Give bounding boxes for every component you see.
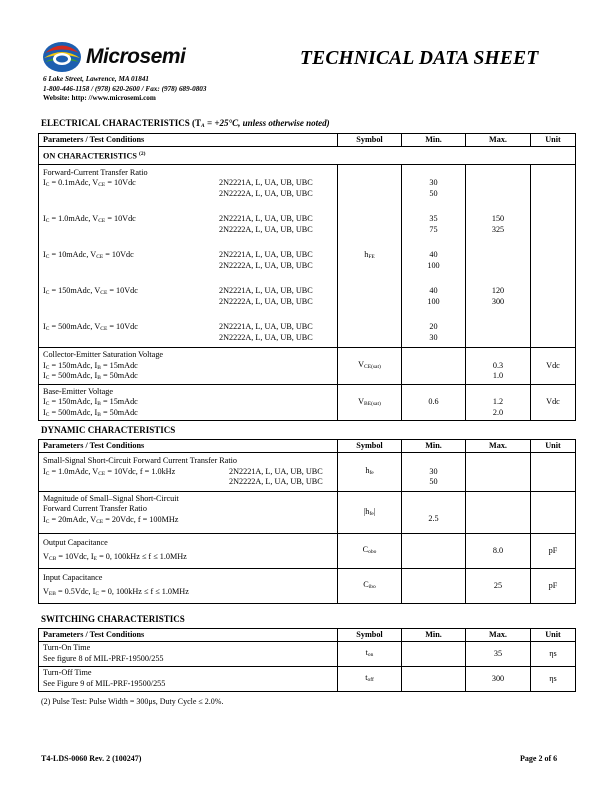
hfe-ss-cond: $I_C$ = 1.0mAdc, $V_{CE} = 10Vdc$, f = 1.0kHz 2N2221A, L, UA, UB, UBC: [43, 466, 323, 477]
footnote-ref: (2): [139, 151, 146, 157]
hfe-cond-2: $I_C$ = 1.0mAdc, $V_{CE} = 10Vdc$ 2N2221A, L, UA, UB, UBC: [43, 214, 313, 225]
hfe-ss-title: Small-Signal Short-Circuit Forward Current Transfer Ratio: [43, 456, 237, 465]
hfe-ss-device-b: 2N2222A, L, UA, UB, UBC: [229, 477, 323, 486]
document-title: TECHNICAL DATA SHEET: [300, 48, 539, 69]
hfe-cond-1: $I_C$ = 0.1mAdc, $V_{CE} = 10Vdc$ 2N2221A, L, UA, UB, UBC: [43, 178, 313, 189]
col-header-min: Min.: [402, 440, 466, 453]
electrical-characteristics-table: [38, 133, 576, 421]
vce-cond-1: $I_C$ = 150mAdc, $I_B$ = 15mAdc: [43, 360, 138, 371]
col-header-max: Max.: [466, 440, 531, 453]
vbe-title: Base-Emitter Voltage: [43, 386, 113, 396]
col-header-unit: Unit: [531, 134, 576, 147]
mag-min: 2.5: [402, 491, 466, 534]
mag-title-1: Magnitude of Small–Signal Short-Circuit: [43, 493, 179, 503]
table-row-turn-off: [39, 667, 576, 692]
table-header-row: [39, 440, 576, 453]
ton-symbol: $t_{on}$: [338, 642, 402, 667]
hfe-device-b: 2N2222A, L, UA, UB, UBC: [219, 224, 313, 234]
hfe-device-b: 2N2222A, L, UA, UB, UBC: [219, 260, 313, 270]
vbe-min: 0.6: [402, 384, 466, 421]
mag-symbol: $|h_{fe}|$: [338, 491, 402, 534]
phone-line: 1-800-446-1158 / (978) 620-2600 / Fax: (978) 689-0803: [43, 84, 207, 93]
col-header-min: Min.: [402, 134, 466, 147]
mag-cond: $I_C$ = 20mAdc, $V_{CE} = 20Vdc$, f = 100MHz: [43, 514, 179, 525]
cibo-symbol: $C_{ibo}$: [338, 569, 402, 604]
address-line: 6 Lake Street, Lawrence, MA 01841: [43, 75, 150, 83]
vce-symbol: $V_{CE(sat)}$: [338, 348, 402, 385]
cobo-max: 8.0: [466, 534, 531, 569]
switching-characteristics-title: SWITCHING CHARACTERISTICS: [41, 614, 185, 624]
cobo-unit: pF: [531, 534, 576, 569]
cibo-cond: $V_{EB} = 0.5Vdc$, $I_C = 0$, 100kHz ≤ f ≤ 1.0MHz: [43, 586, 189, 597]
pulse-test-footnote: (2) Pulse Test: Pulse Width = 300μs, Duty Cycle ≤ 2.0%.: [41, 697, 224, 706]
on-characteristics-row: [39, 147, 576, 165]
col-header-max: Max.: [466, 629, 531, 642]
hfe-cond-3: $I_C$ = 10mAdc, $V_{CE} = 10Vdc$ 2N2221A, L, UA, UB, UBC: [43, 250, 313, 261]
vbe-unit: Vdc: [531, 384, 576, 421]
mag-title-2: Forward Current Transfer Ratio: [43, 504, 147, 513]
cibo-max: 25: [466, 569, 531, 604]
table-row-cobo: [39, 534, 576, 569]
hfe-ss-symbol: $h_{fe}$: [338, 453, 402, 492]
dynamic-characteristics-title: DYNAMIC CHARACTERISTICS: [41, 425, 176, 435]
website-line: Website: http: //www.microsemi.com: [43, 94, 156, 102]
table-row-turn-on: [39, 642, 576, 667]
col-header-max: Max.: [466, 134, 531, 147]
col-header-min: Min.: [402, 629, 466, 642]
switching-characteristics-table: [38, 628, 576, 692]
ton-title: Turn-On Time: [43, 643, 91, 652]
hfe-device-b: 2N2222A, L, UA, UB, UBC: [219, 332, 313, 342]
table-row-hfe: [39, 164, 576, 348]
electrical-characteristics-title: ELECTRICAL CHARACTERISTICS ($T_A = +25^\circ C$, unless otherwise noted): [41, 118, 330, 129]
vbe-cond-1: $I_C$ = 150mAdc, $I_B$ = 15mAdc: [43, 397, 138, 408]
cobo-symbol: $C_{obo}$: [338, 534, 402, 569]
cibo-unit: pF: [531, 569, 576, 604]
company-address-block: [43, 75, 207, 104]
cibo-title: Input Capacitance: [43, 573, 103, 582]
col-header-symbol: Symbol: [338, 134, 402, 147]
hfe-cond-5: $I_C$ = 500mAdc, $V_{CE} = 10Vdc$ 2N2221A, L, UA, UB, UBC: [43, 322, 313, 333]
toff-cond: See Figure 9 of MIL-PRF-19500/255: [43, 678, 166, 688]
hfe-device-b: 2N2222A, L, UA, UB, UBC: [219, 296, 313, 306]
hfe-cond-4: $I_C$ = 150mAdc, $V_{CE} = 10Vdc$ 2N2221A, L, UA, UB, UBC: [43, 286, 313, 297]
vce-unit: Vdc: [531, 348, 576, 385]
table-row-hfe-magnitude: [39, 491, 576, 534]
dynamic-characteristics-table: [38, 439, 576, 604]
col-header-unit: Unit: [531, 440, 576, 453]
hfe-ss-min-values: 30 50: [402, 453, 466, 492]
col-header-unit: Unit: [531, 629, 576, 642]
toff-unit: ηs: [531, 667, 576, 692]
col-header-parameters: Parameters / Test Conditions: [39, 440, 338, 453]
vce-cond-2: $I_C$ = 500mAdc, $I_B$ = 50mAdc: [43, 371, 138, 382]
logo-wordmark: Microsemi: [86, 45, 186, 68]
ton-unit: ηs: [531, 642, 576, 667]
table-row-vbe-sat: [39, 384, 576, 421]
hfe-symbol: $h_{FE}$: [338, 164, 402, 348]
col-header-symbol: Symbol: [338, 440, 402, 453]
ton-cond: See figure 8 of MIL-PRF-19500/255: [43, 653, 164, 663]
toff-symbol: $t_{off}$: [338, 667, 402, 692]
cobo-title: Output Capacitance: [43, 538, 108, 547]
vbe-cond-2: $I_C$ = 500mAdc, $I_B$ = 50mAdc: [43, 407, 138, 418]
table-header-row: [39, 134, 576, 147]
hfe-title: Forward-Current Transfer Ratio: [43, 167, 148, 177]
cobo-cond: $V_{CB} = 10Vdc$, $I_E = 0$, 100kHz ≤ f ≤ 1.0MHz: [43, 551, 187, 562]
hfe-device-b: 2N2222A, L, UA, UB, UBC: [219, 188, 313, 198]
table-row-cibo: [39, 569, 576, 604]
vce-max-values: 0.3 1.0: [466, 348, 531, 385]
toff-max: 300: [466, 667, 531, 692]
on-characteristics-title: ON CHARACTERISTICS: [43, 151, 137, 161]
hfe-max-values: 150 325 120 300: [466, 164, 531, 348]
toff-title: Turn-Off Time: [43, 668, 92, 677]
col-header-parameters: Parameters / Test Conditions: [39, 629, 338, 642]
vbe-symbol: $V_{BE(sat)}$: [338, 384, 402, 421]
table-row-hfe-small-signal: [39, 453, 576, 492]
table-header-row: [39, 629, 576, 642]
ton-max: 35: [466, 642, 531, 667]
document-id: T4-LDS-0060 Rev. 2 (100247): [41, 754, 142, 763]
col-header-symbol: Symbol: [338, 629, 402, 642]
col-header-parameters: Parameters / Test Conditions: [39, 134, 338, 147]
page-number: Page 2 of 6: [520, 754, 558, 763]
vbe-max-values: 1.2 2.0: [466, 384, 531, 421]
vce-title: Collector-Emitter Saturation Voltage: [43, 350, 164, 360]
hfe-min-values: 30 50 35 75 40 100 40 100 20 30: [402, 164, 466, 348]
table-row-vce-sat: [39, 348, 576, 385]
